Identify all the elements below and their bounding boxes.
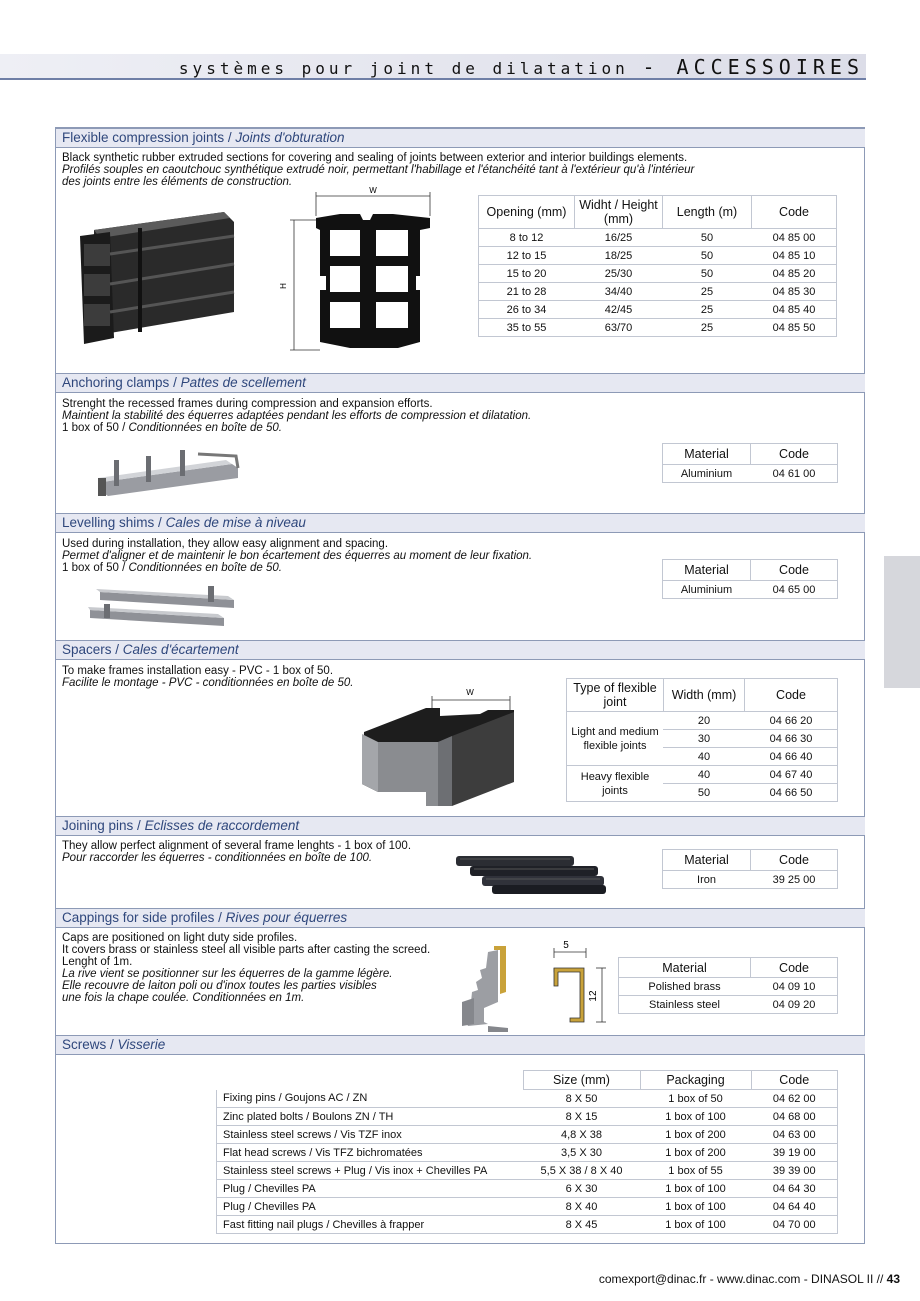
section-title-levelling: Levelling shims / Cales de mise à niveau xyxy=(56,513,865,533)
footer-contact: comexport@dinac.fr - www.dinac.com - DINASOL II // xyxy=(598,1272,884,1286)
table-row: Stainless steel 04 09 20 xyxy=(619,996,838,1014)
svg-text:H: H xyxy=(279,283,288,289)
table-row: Aluminium 04 65 00 xyxy=(663,581,838,599)
table-row: Iron 39 25 00 xyxy=(663,871,838,889)
spacers-description: To make frames installation easy - PVC - 1 box of 50. Facilite le montage - PVC - conditionnées en boîte de 50. xyxy=(62,665,354,689)
anchoring-clamp-photo xyxy=(98,446,240,498)
group-heavy: Heavy flexible joints xyxy=(567,766,664,802)
section-title-spacers: Spacers / Cales d'écartement xyxy=(56,640,865,660)
table-row: Plug / Chevilles PA 6 X 30 1 box of 100 04 64 30 xyxy=(217,1180,838,1198)
table-row: 35 to 55 63/70 25 04 85 50 xyxy=(479,319,837,337)
side-tab xyxy=(884,556,920,688)
col-opening: Opening (mm) xyxy=(479,196,575,229)
spacer-photo xyxy=(360,686,520,808)
section-title-flexible: Flexible compression joints / Joints d'obturation xyxy=(56,128,865,148)
col-code: Code xyxy=(745,679,838,712)
col-code: Code xyxy=(751,850,838,871)
table-row: Polished brass 04 09 10 xyxy=(619,978,838,996)
capping-profile-photo xyxy=(458,942,518,1032)
table-row: Zinc plated bolts / Boulons ZN / TH 8 X 15 1 box of 100 04 68 00 xyxy=(217,1108,838,1126)
svg-text:W: W xyxy=(466,688,474,697)
cappings-table xyxy=(618,957,838,1014)
flexible-joints-table xyxy=(478,195,837,337)
table-row: 40 04 66 40 xyxy=(567,748,838,766)
flexible-joint-section-drawing xyxy=(280,188,440,358)
table-row: 21 to 28 34/40 25 04 85 30 xyxy=(479,283,837,301)
section-title-screws: Screws / Visserie xyxy=(56,1035,865,1055)
table-row: Light and medium flexible joints 20 04 66 20 xyxy=(567,712,838,730)
anchoring-table xyxy=(662,443,838,483)
title-suffix: - ACCESSOIRES xyxy=(642,55,864,79)
table-row: Fast fitting nail plugs / Chevilles à frapper 8 X 45 1 box of 100 04 70 00 xyxy=(217,1216,838,1234)
table-row: 50 04 66 50 xyxy=(567,784,838,802)
cappings-description: Caps are positioned on light duty side profiles. It covers brass or stainless steel all visible parts after casting the screed. Lenght of 1m. La rive vient se positionner sur les équerres de la gamme légère. Elle recouvre de laiton poli ou d'inox toutes les parties visibles une fois la chape coulée. Conditionnées en 1m. xyxy=(62,932,431,1004)
group-light: Light and medium flexible joints xyxy=(567,712,664,766)
title-prefix: systèmes pour joint de dilatation xyxy=(178,59,629,78)
joining-pins-photo xyxy=(452,852,610,896)
table-row: Heavy flexible joints 40 04 67 40 xyxy=(567,766,838,784)
page-footer xyxy=(599,1272,900,1286)
col-code: Code xyxy=(751,444,838,465)
table-row: Plug / Chevilles PA 8 X 40 1 box of 100 04 64 40 xyxy=(217,1198,838,1216)
svg-text:12: 12 xyxy=(588,990,599,1002)
col-code: Code xyxy=(751,560,838,581)
page-title xyxy=(179,54,864,82)
col-material: Material xyxy=(663,560,751,581)
joining-description: They allow perfect alignment of several frame lenghts - 1 box of 100. Pour raccorder les équerres - conditionnées en boîte de 100. xyxy=(62,840,412,864)
page-number: 43 xyxy=(886,1272,900,1286)
col-code: Code xyxy=(751,1071,838,1090)
flexible-description: Black synthetic rubber extruded sections for covering and sealing of joints between exterior and interior buildings elements. Profilés souples en caoutchouc synthétique extrudé noir, permettant l'habillage et l'étanchéité tant à l'extérieur qu'à l'intérieur des joints entre les éléments de construction. xyxy=(62,152,695,188)
col-packaging: Packaging xyxy=(640,1071,751,1090)
col-code: Code xyxy=(752,196,837,229)
screws-table xyxy=(216,1070,838,1234)
table-row: 15 to 20 25/30 50 04 85 20 xyxy=(479,265,837,283)
col-length: Length (m) xyxy=(663,196,752,229)
col-joint-type: Type of flexible joint xyxy=(567,679,664,712)
anchoring-description: Strenght the recessed frames during compression and expansion efforts. Maintient la stabilité des équerres adaptées pendant les efforts de compression et dilatation. 1 box of 50 / Conditionnées en boîte de 50. xyxy=(62,398,532,434)
table-row: Stainless steel screws + Plug / Vis inox + Chevilles PA 5,5 X 38 / 8 X 40 1 box of 55 39 39 00 xyxy=(217,1162,838,1180)
col-width-height: Widht / Height (mm) xyxy=(575,196,663,229)
col-material: Material xyxy=(619,958,751,978)
svg-text:5: 5 xyxy=(563,940,569,951)
spacers-table xyxy=(566,678,838,802)
col-code: Code xyxy=(751,958,838,978)
joining-table xyxy=(662,849,838,889)
table-row: Fixing pins / Goujons AC / ZN 8 X 50 1 box of 50 04 62 00 xyxy=(217,1090,838,1108)
table-row: Flat head screws / Vis TFZ bichromatées 3,5 X 30 1 box of 200 39 19 00 xyxy=(217,1144,838,1162)
table-row: 12 to 15 18/25 50 04 85 10 xyxy=(479,247,837,265)
col-material: Material xyxy=(663,444,751,465)
table-row: 26 to 34 42/45 25 04 85 40 xyxy=(479,301,837,319)
section-title-cappings: Cappings for side profiles / Rives pour équerres xyxy=(56,908,865,928)
section-title-joining: Joining pins / Eclisses de raccordement xyxy=(56,816,865,836)
table-row: 8 to 12 16/25 50 04 85 00 xyxy=(479,229,837,247)
table-row: 30 04 66 30 xyxy=(567,730,838,748)
levelling-table xyxy=(662,559,838,599)
svg-text:W: W xyxy=(369,186,377,195)
section-title-anchoring: Anchoring clamps / Pattes de scellement xyxy=(56,373,865,393)
col-material: Material xyxy=(663,850,751,871)
table-row: Aluminium 04 61 00 xyxy=(663,465,838,483)
col-width: Width (mm) xyxy=(664,679,745,712)
table-row: Stainless steel screws / Vis TZF inox 4,8 X 38 1 box of 200 04 63 00 xyxy=(217,1126,838,1144)
col-size: Size (mm) xyxy=(523,1071,640,1090)
flexible-joint-photo xyxy=(74,208,236,348)
capping-section-drawing xyxy=(540,938,610,1030)
levelling-shim-photo xyxy=(88,586,238,630)
levelling-description: Used during installation, they allow easy alignment and spacing. Permet d'aligner et de maintenir le bon écartement des équerres au moment de leur fixation. 1 box of 50 / Conditionnées en boîte de 50. xyxy=(62,538,533,574)
